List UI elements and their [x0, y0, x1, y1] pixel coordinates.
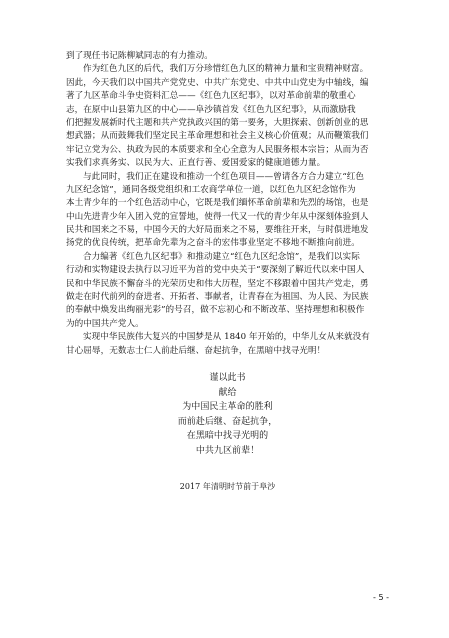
- body-line: 实我们求真务实、以民为大、正直行善、爱国爱家的健康道德力量。: [66, 158, 326, 169]
- signoff-line: 2017 年清明时节前于阜沙: [179, 481, 276, 491]
- body-line: 做走在时代前列的奋进者、开拓者、事献者，让青春在为祖国、为人民、为民族: [66, 292, 369, 303]
- body-line: 因此，今天我们以中国共产党党史、中共广东党史、中共中山党史为中轴线，编: [66, 77, 369, 88]
- body-line: 扬党的优良传统，把革命先辈为之奋斗的宏伟事业坚定不移地不断推向前进。: [66, 238, 360, 249]
- signoff-block: [66, 480, 389, 493]
- body-line: 为的中国共产党人。: [66, 318, 144, 329]
- body-line: 甘心屈辱，无数志士仁人前赴后继、奋起抗争，在黑暗中找寻光明！: [66, 345, 326, 356]
- body-line: 九区纪念馆”，通同各级党组织和工农商学单位一道，以红色九区纪念馆作为: [66, 184, 356, 195]
- body-line: 本土青少年的一个红色活动中心，它既是我们缅怀革命前辈和先烈的场馆，也是: [66, 198, 369, 209]
- body-text: [66, 50, 389, 358]
- body-line: 与此同时，我们正在建设和推动一个红色项目——曾请各方合力建立“红色: [83, 171, 365, 182]
- body-line: 实现中华民族伟大复兴的中国梦是从 1840 年开始的，中华儿女从来就没有: [83, 332, 370, 343]
- body-line: 志，在原中山县第九区的中心——阜沙镇首发《红色九区纪事》，从而激励我: [66, 104, 356, 115]
- body-line: 们把握发展新时代主题和共产党执政兴国的第一要务，大胆探索、创新创业的思: [66, 117, 369, 128]
- body-line: 作为红色九区的后代，我们万分珍惜红色九区的精神力量和宝贵精神财富。: [83, 64, 369, 75]
- body-line: 行动和实物建设去执行以习近平为首的党中央关于“要深刻了解近代以来中国人: [66, 265, 365, 276]
- page-content: [66, 50, 389, 493]
- page-number: - 5 -: [373, 593, 389, 602]
- body-line: 民和中华民族不懈奋斗的光荣历史和伟大历程，坚定不移跟着中国共产党走，勇: [66, 278, 369, 289]
- body-line: 的奉献中焕发出绚丽光彩”的号召，做不忘初心和不断改革、坚持理想和积极作: [66, 305, 365, 316]
- dedication-block: [66, 371, 389, 459]
- dedication-line: 在黑暗中找寻光明的: [186, 431, 269, 442]
- body-line: 合力编著《红色九区纪事》和推动建立“红色九区纪念馆”，是我们以实际: [83, 251, 360, 262]
- body-line: 想武器；从而鼓舞我们坚定民主革命理想和社会主义核心价值观；从而鞭策我们: [66, 131, 369, 142]
- dedication-line: 中共九区前辈！: [195, 445, 260, 456]
- dedication-line: 而前赴后继、奋起抗争，: [177, 416, 278, 427]
- body-line: 民共和国来之不易，中国今天的大好局面来之不易，要维往开来，与时俱进地发: [66, 225, 369, 236]
- body-line: 中山先进青少年入团入党的宣誓地，使得一代又一代的青少年从中深刻体验到人: [66, 211, 369, 222]
- dedication-line: 为中国民主革命的胜利: [182, 402, 273, 413]
- dedication-line: 献给: [218, 387, 237, 398]
- body-line: 著了九区革命斗争史资料汇总——《红色九区纪事》，以对革命前辈的敬重心: [66, 91, 356, 102]
- body-line: 到了现任书记陈柳斌同志的有力推动。: [66, 51, 213, 61]
- dedication-line: 谨以此书: [209, 372, 246, 383]
- body-line: 牢记立党为公、执政为民的本质要求和全心全意为人民服务根本宗旨；从而为否: [66, 144, 369, 155]
